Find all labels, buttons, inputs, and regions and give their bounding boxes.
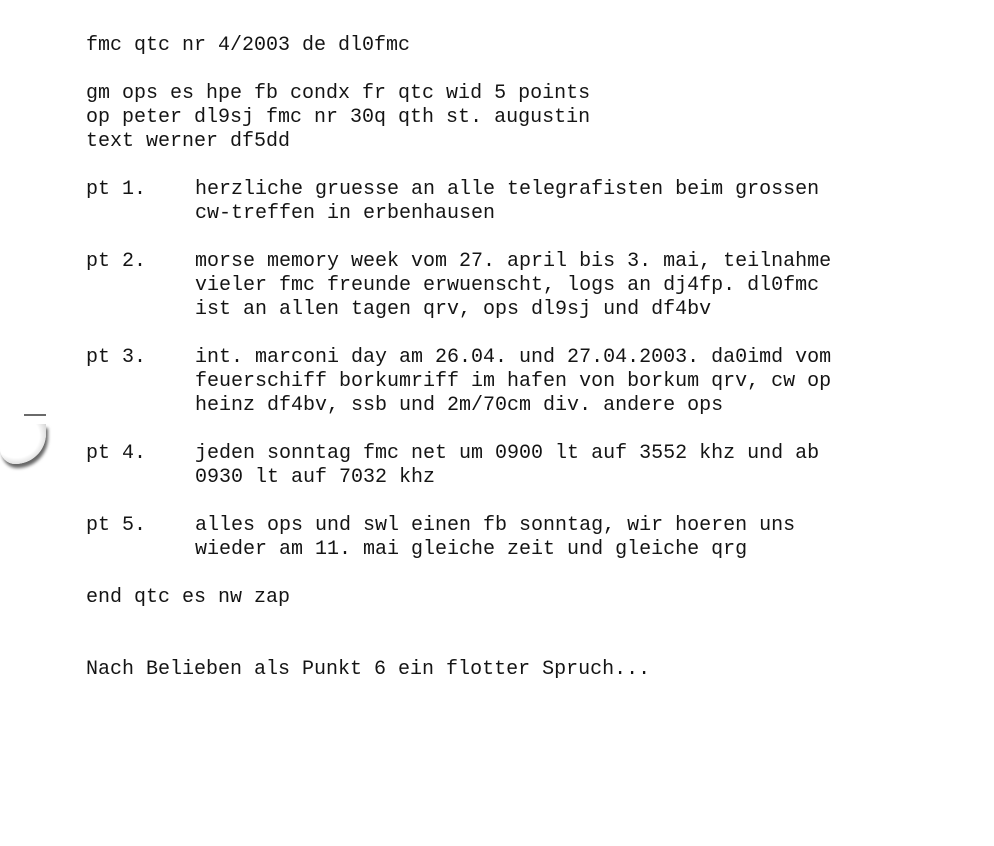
point-line: int. marconi day am 26.04. und 27.04.2003. da0imd vom xyxy=(195,346,832,369)
spacer xyxy=(86,226,966,250)
spacer xyxy=(86,490,966,514)
spacer xyxy=(86,562,966,586)
point-label: pt 5. xyxy=(86,514,147,537)
point-body xyxy=(195,178,819,226)
point-line: alles ops und swl einen fb sonntag, wir hoeren uns xyxy=(195,514,796,537)
point-3 xyxy=(86,346,966,418)
spacer xyxy=(86,154,966,178)
point-label: pt 1. xyxy=(86,178,147,201)
punch-hole-mark xyxy=(24,414,46,416)
intro-line: gm ops es hpe fb condx fr qtc wid 5 points xyxy=(86,82,591,105)
typed-document xyxy=(86,34,966,682)
spacer xyxy=(86,418,966,442)
closing-line: end qtc es nw zap xyxy=(86,586,291,609)
point-line: vieler fmc freunde erwuenscht, logs an dj4fp. dl0fmc xyxy=(195,274,820,297)
point-line: herzliche gruesse an alle telegrafisten beim grossen xyxy=(195,178,820,201)
header-line: fmc qtc nr 4/2003 de dl0fmc xyxy=(86,34,411,57)
punch-hole xyxy=(0,424,46,464)
point-line: heinz df4bv, ssb und 2m/70cm div. andere ops xyxy=(195,394,724,417)
spacer xyxy=(86,322,966,346)
point-line: ist an allen tagen qrv, ops dl9sj und df4bv xyxy=(195,298,712,321)
point-5 xyxy=(86,514,966,562)
point-body xyxy=(195,442,819,490)
point-label: pt 3. xyxy=(86,346,147,369)
point-body xyxy=(195,346,831,418)
point-line: jeden sonntag fmc net um 0900 lt auf 3552 khz und ab xyxy=(195,442,820,465)
spacer xyxy=(86,58,966,82)
intro-line: op peter dl9sj fmc nr 30q qth st. augustin xyxy=(86,106,591,129)
point-line: morse memory week vom 27. april bis 3. mai, teilnahme xyxy=(195,250,832,273)
point-4 xyxy=(86,442,966,490)
footer-note: Nach Belieben als Punkt 6 ein flotter Spruch... xyxy=(86,658,651,681)
point-line: feuerschiff borkumriff im hafen von borkum qrv, cw op xyxy=(195,370,832,393)
point-2 xyxy=(86,250,966,322)
point-1 xyxy=(86,178,966,226)
intro-line: text werner df5dd xyxy=(86,130,291,153)
point-label: pt 2. xyxy=(86,250,147,273)
point-body xyxy=(195,514,795,562)
point-line: wieder am 11. mai gleiche zeit und gleiche qrg xyxy=(195,538,748,561)
point-line: cw-treffen in erbenhausen xyxy=(195,202,496,225)
point-label: pt 4. xyxy=(86,442,147,465)
point-line: 0930 lt auf 7032 khz xyxy=(195,466,436,489)
point-body xyxy=(195,250,831,322)
